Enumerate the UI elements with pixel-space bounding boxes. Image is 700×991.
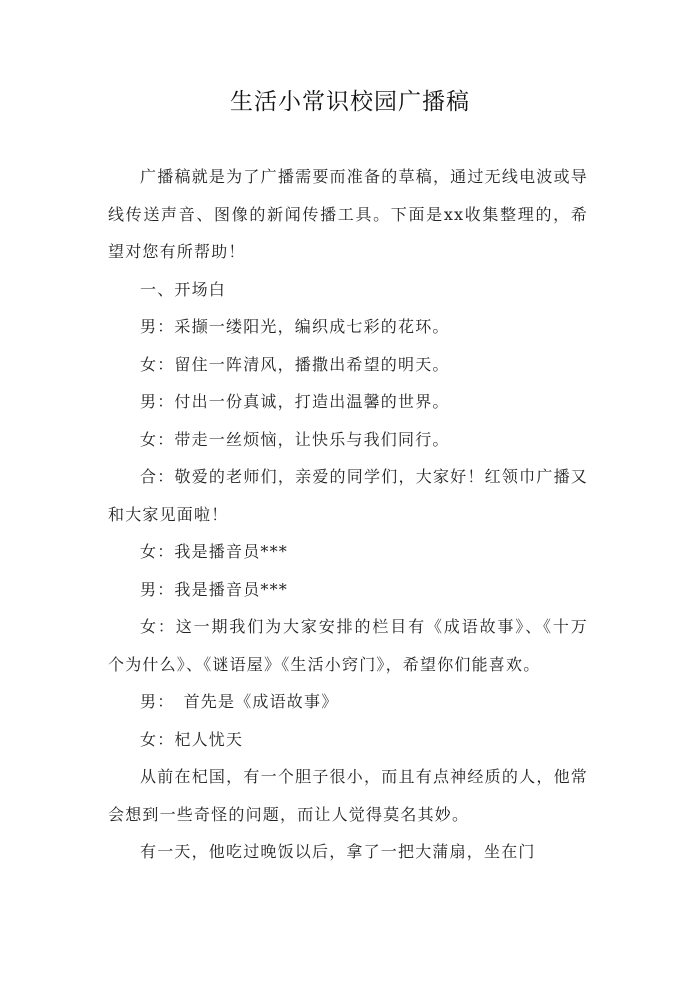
paragraph-program-list: 女：这一期我们为大家安排的栏目有《成语故事》、《十万个为什么》、《谜语屋》《生活小窍门》，希望你们能喜欢。	[108, 617, 588, 674]
paragraph-female-line-2: 女：带走一丝烦恼，让快乐与我们同行。	[140, 429, 450, 449]
paragraph-idiom-story-intro: 男： 首先是《成语故事》	[140, 692, 339, 711]
paragraph-story-1: 从前在杞国，有一个胆子很小，而且有点神经质的人，他常会想到一些奇怪的问题，而让人觉得莫名其妙。	[108, 767, 588, 824]
section-heading-opening: 一、开场白	[140, 279, 227, 299]
document-body	[108, 158, 588, 871]
paragraph-together-greeting: 合：敬爱的老师们，亲爱的同学们，大家好！红领巾广播又和大家见面啦！	[108, 467, 588, 524]
paragraph-male-line-2: 男：付出一份真诚，打造出温馨的世界。	[140, 392, 450, 411]
paragraph-intro: 广播稿就是为了广播需要而准备的草稿，通过无线电波或导线传送声音、图像的新闻传播工具。下面是xx收集整理的，希望对您有所帮助！	[108, 167, 588, 261]
paragraph-male-line-1: 男：采撷一缕阳光，编织成七彩的花环。	[140, 317, 450, 336]
document-title: 生活小常识校园广播稿	[230, 89, 470, 115]
paragraph-story-2: 有一天，他吃过晚饭以后，拿了一把大蒲扇，坐在门	[140, 842, 536, 861]
paragraph-male-announcer: 男：我是播音员***	[140, 579, 289, 599]
paragraph-female-line-1: 女：留住一阵清风，播撒出希望的明天。	[140, 354, 450, 374]
paragraph-story-title: 女：杞人忧天	[140, 729, 244, 749]
paragraph-female-announcer: 女：我是播音员***	[140, 542, 289, 561]
